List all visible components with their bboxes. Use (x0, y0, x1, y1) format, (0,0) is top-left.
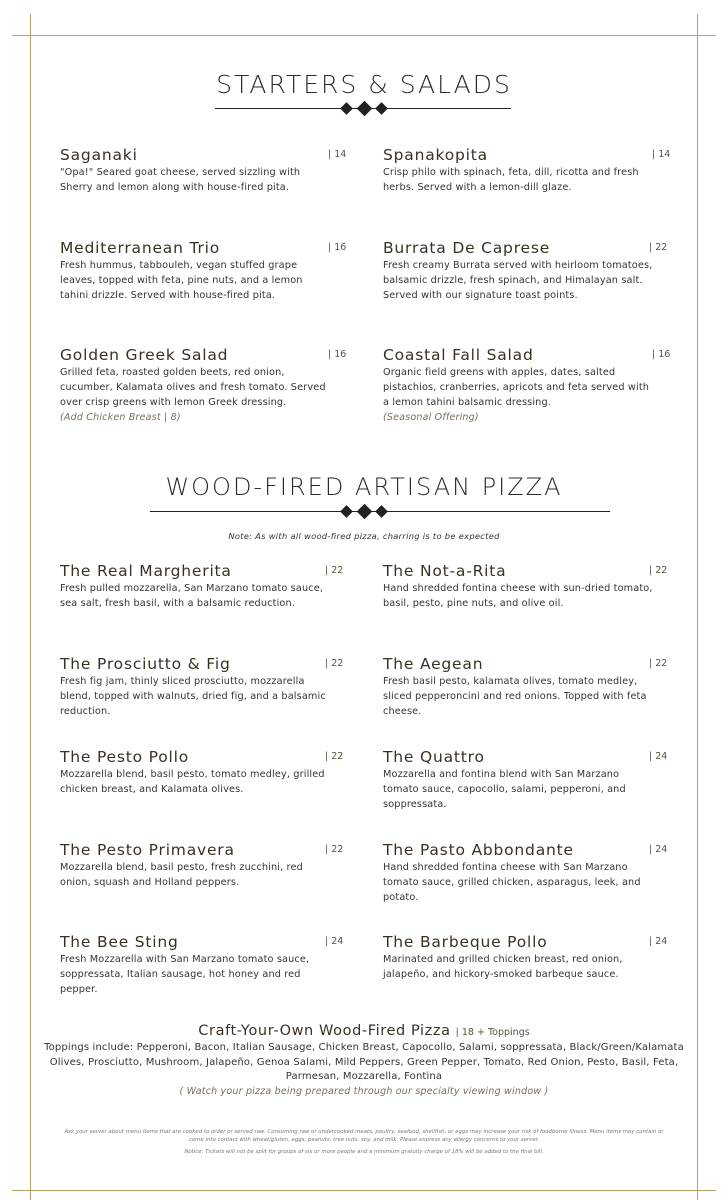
item-description: "Opa!" Seared goat cheese, served sizzling with Sherry and lemon along with house-fired pita. (60, 167, 301, 194)
menu-item (383, 346, 671, 425)
item-price: | 24 (649, 844, 668, 855)
frame-top-line (12, 35, 716, 36)
menu-item (383, 146, 671, 195)
item-description: Fresh Mozzarella with San Marzano tomato sauce, soppressata, Italian sausage, hot honey and red pepper. (60, 954, 310, 996)
item-description: Fresh creamy Burrata served with heirloom tomatoes, balsamic drizzle, fresh spinach, and Himalayan salt. Served with our signature toast points. (383, 260, 653, 302)
menu-item (383, 841, 668, 906)
menu-item (60, 239, 347, 304)
craft-your-own-title: Craft-Your-Own Wood-Fired Pizza (198, 1023, 451, 1039)
item-description: Fresh basil pesto, kalamata olives, tomato medley, sliced pepperoncini and red onions. Topped with feta cheese. (383, 676, 647, 718)
menu-item (383, 748, 668, 813)
pizza-ornament-icon (342, 505, 386, 517)
item-price: | 22 (649, 565, 668, 576)
item-name: The Quattro (383, 748, 485, 766)
viewing-window-note: ( Watch your pizza being prepared through our specialty viewing window ) (179, 1085, 549, 1097)
frame-left-line (30, 14, 31, 1200)
item-description: Mozzarella blend, basil pesto, tomato medley, grilled chicken breast, and Kalamata olives. (60, 769, 325, 796)
pizza-charring-note: Note: As with all wood-fired pizza, charring is to be expected (228, 531, 500, 541)
item-price: | 24 (649, 936, 668, 947)
item-description: Organic field greens with apples, dates, salted pistachios, cranberries, apricots and feta served with a lemon tahini balsamic dressing. (383, 367, 650, 409)
menu-item (60, 562, 344, 611)
menu-item (383, 562, 668, 611)
item-name: The Bee Sting (60, 933, 179, 951)
gratuity-notice: Notice: Tickets will not be split for groups of six or more people and a minimum gratuity charge of 18% will be added to the final bill. (184, 1149, 544, 1155)
item-name: The Prosciutto & Fig (60, 655, 231, 673)
menu-item (60, 748, 344, 797)
item-name: The Pesto Pollo (60, 748, 190, 766)
menu-item (60, 346, 347, 425)
item-description: Mozzarella blend, basil pesto, fresh zucchini, red onion, squash and Holland peppers. (60, 862, 303, 889)
item-name: The Not-a-Rita (383, 562, 507, 580)
item-description: Crisp philo with spinach, feta, dill, ricotta and fresh herbs. Served with a lemon-dill glaze. (383, 167, 639, 194)
item-name: The Pasto Abbondante (383, 841, 574, 859)
item-seasonal-note: (Seasonal Offering) (383, 411, 479, 423)
menu-item (383, 239, 668, 304)
item-description: Fresh hummus, tabbouleh, vegan stuffed grape leaves, topped with feta, pine nuts, and a lemon tahini drizzle. Served with house-fired pita. (60, 260, 303, 302)
allergy-disclaimer: Ask your server about menu items that are cooked to order or served raw. Consuming raw or undercooked meats, poultry, seafood, shellfish, or eggs may increase your risk of foodborne illness. Menu items may contain or come into contact with wheat/gluten, eggs, peanuts, tree nuts, soy, and milk. Please express any allergy concerns to your server. (64, 1129, 664, 1143)
menu-item (60, 146, 347, 195)
item-description: Fresh pulled mozzarella, San Marzano tomato sauce, sea salt, fresh basil, with a balsamic reduction. (60, 583, 324, 610)
item-name: The Aegean (383, 655, 484, 673)
item-price: | 16 (652, 349, 671, 360)
menu-item (383, 933, 668, 982)
item-description: Fresh fig jam, thinly sliced prosciutto, mozzarella blend, topped with walnuts, dried fig, and a balsamic reduction. (60, 676, 326, 718)
item-name: The Barbeque Pollo (383, 933, 548, 951)
item-price: | 22 (649, 658, 668, 669)
item-description: Mozzarella and fontina blend with San Marzano tomato sauce, capocollo, salami, pepperoni, and soppressata. (383, 769, 626, 811)
menu-item (60, 655, 344, 720)
frame-right-line (697, 14, 698, 1200)
item-price: | 16 (328, 242, 347, 253)
toppings-list: Toppings include: Pepperoni, Bacon, Italian Sausage, Chicken Breast, Capocollo, Salami, soppressata, Black/Green/Kalamata Olives, Prosciutto, Mushroom, Jalapeño, Genoa Salami, Mild Peppers, Green Pepper, Tomato, Red Onion, Pesto, Basil, Feta, Parmesan, Mozzarella, Fontina (44, 1042, 684, 1082)
craft-your-own-price: | 18 + Toppings (455, 1027, 530, 1038)
craft-your-own-section (40, 1020, 688, 1099)
item-name: Saganaki (60, 146, 138, 164)
menu-item (60, 841, 344, 890)
item-name: Spanakopita (383, 146, 488, 164)
item-price: | 14 (328, 149, 347, 160)
item-price: | 24 (649, 751, 668, 762)
item-price: | 22 (325, 565, 344, 576)
menu-item (383, 655, 668, 720)
item-description: Grilled feta, roasted golden beets, red onion, cucumber, Kalamata olives and fresh tomato. Served over crisp greens with lemon Greek dressing. (60, 367, 326, 409)
item-name: The Real Margherita (60, 562, 232, 580)
item-name: Mediterranean Trio (60, 239, 220, 257)
item-price: | 22 (325, 658, 344, 669)
pizza-title: WOOD-FIRED ARTISAN PIZZA (165, 473, 563, 501)
item-price: | 16 (328, 349, 347, 360)
item-addon-note: (Add Chicken Breast | 8) (60, 411, 181, 423)
item-name: Coastal Fall Salad (383, 346, 534, 364)
starters-ornament-icon (342, 102, 386, 114)
item-description: Hand shredded fontina cheese with sun-dried tomato, basil, pesto, pine nuts, and olive oil. (383, 583, 653, 610)
menu-item (60, 933, 344, 998)
item-name: Golden Greek Salad (60, 346, 229, 364)
item-price: | 22 (325, 751, 344, 762)
item-description: Marinated and grilled chicken breast, red onion, jalapeño, and hickory-smoked barbeque sauce. (383, 954, 623, 981)
frame-bottom-line (12, 1190, 716, 1191)
item-price: | 24 (325, 936, 344, 947)
item-price: | 22 (649, 242, 668, 253)
starters-title: STARTERS & SALADS (216, 70, 512, 99)
item-description: Hand shredded fontina cheese with San Marzano tomato sauce, grilled chicken, asparagus, leek, and potato. (383, 862, 641, 904)
item-price: | 14 (652, 149, 671, 160)
item-name: The Pesto Primavera (60, 841, 235, 859)
item-name: Burrata De Caprese (383, 239, 551, 257)
item-price: | 22 (325, 844, 344, 855)
